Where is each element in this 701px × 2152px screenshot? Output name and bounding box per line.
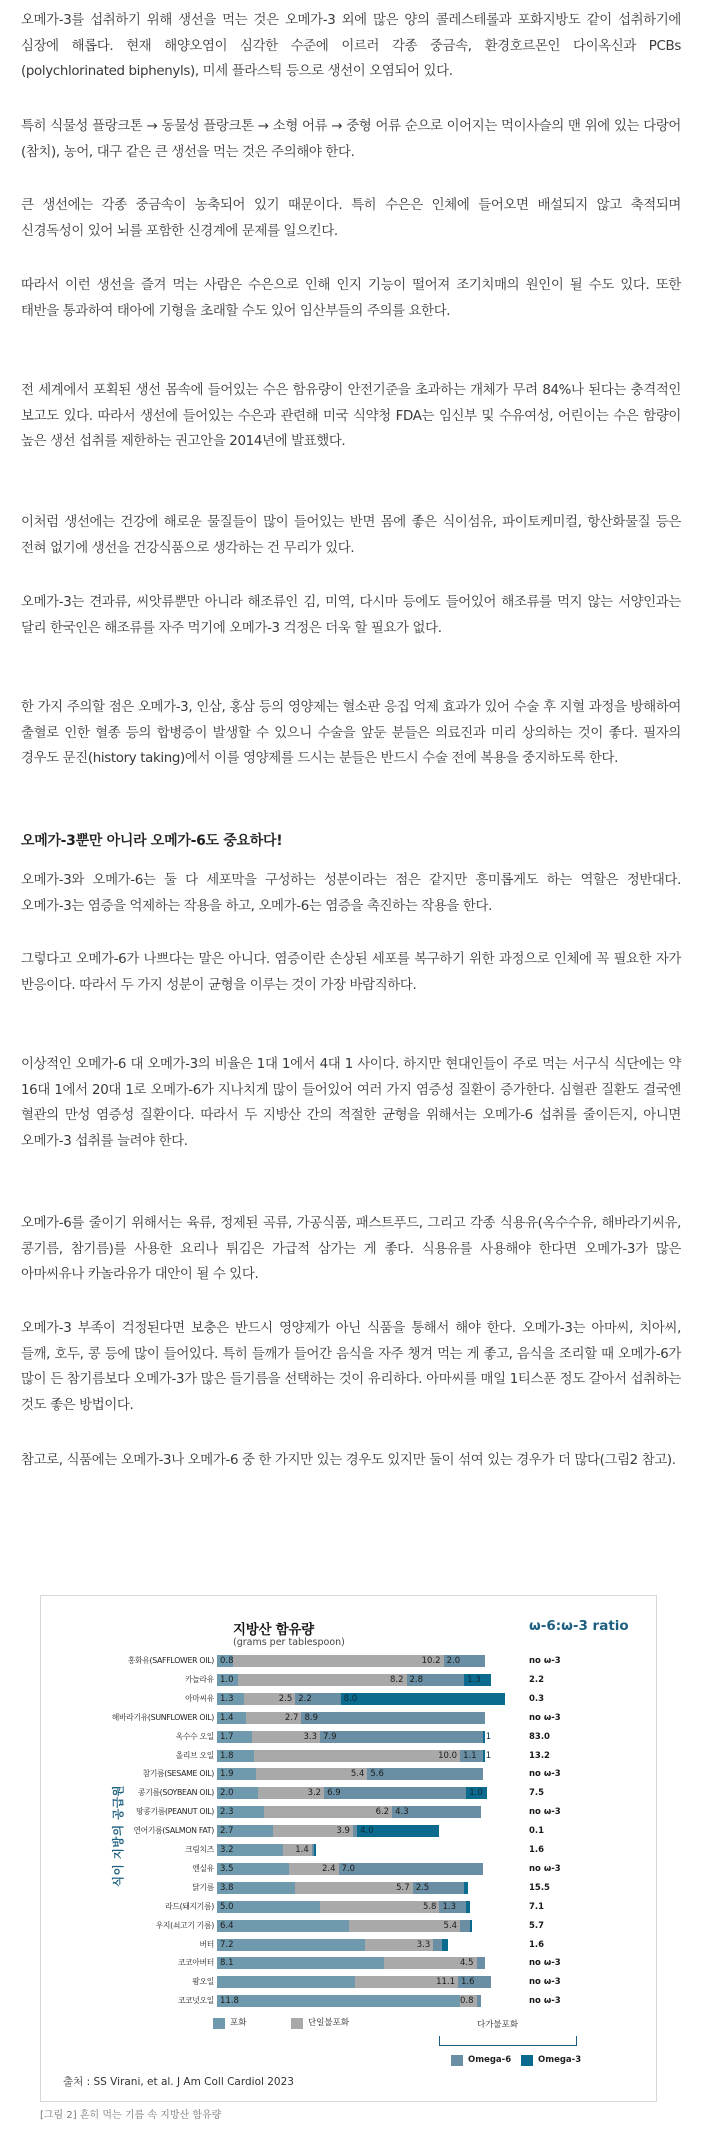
bar-segment-omega3 <box>466 1787 487 1799</box>
data-label: 1.1 <box>463 1750 477 1761</box>
ratio-value: 15.5 <box>529 1882 550 1893</box>
chart-category-label: 땅콩기름(PEANUT OIL) <box>136 1807 214 1817</box>
legend-omega3-label: Omega-3 <box>538 2055 582 2065</box>
data-label: 5.4 <box>350 1769 365 1780</box>
data-label: 2.7 <box>220 1826 234 1837</box>
bar-segment-saturated <box>217 1731 252 1743</box>
data-label: 1.7 <box>220 1731 234 1742</box>
data-label: 7.9 <box>323 1731 337 1742</box>
data-label: 1.8 <box>220 1750 234 1761</box>
data-label: 1.3 <box>442 1901 456 1912</box>
data-label: 2.7 <box>284 1712 299 1723</box>
data-label: 2.0 <box>220 1788 234 1799</box>
data-label: 5.6 <box>370 1769 384 1780</box>
ratio-column-title: ω-6:ω-3 ratio <box>529 1618 629 1634</box>
chart-row <box>41 1843 658 1857</box>
data-label: 1.4 <box>295 1845 309 1855</box>
data-label: 8.2 <box>389 1674 404 1685</box>
data-label: 10.2 <box>421 1656 441 1666</box>
bar-segment-mono <box>355 1976 458 1988</box>
data-label: 6.4 <box>220 1920 234 1931</box>
bar-segment-omega6 <box>433 1939 441 1951</box>
bar-segment-omega6 <box>477 1995 481 2007</box>
paragraph-10: 그렇다고 오메가-6가 나쁘다는 말은 아니다. 염증이란 손상된 세포를 복구하기 위한 과정으로 인체에 꼭 필요한 자가 반응이다. 따라서 두 가지 성분이 균형을 이루는 것이 가장 바람직하다. <box>21 952 681 993</box>
bar-segment-omega6 <box>367 1768 482 1780</box>
bar-segment-saturated <box>217 1806 264 1818</box>
data-label: 1.3 <box>220 1693 234 1704</box>
data-label: 5.4 <box>443 1920 458 1931</box>
bar-segment-mono <box>365 1939 433 1951</box>
ratio-value: no ω-3 <box>529 1996 561 2007</box>
bar-segment-omega3 <box>483 1750 492 1762</box>
chart-category-label: 코코넛오일 <box>177 1996 214 2006</box>
chart-category-label: 버터 <box>199 1939 214 1949</box>
bar-segment-saturated <box>217 1787 258 1799</box>
chart-category-label: 홍화유(SAFFLOWER OIL) <box>127 1656 214 1665</box>
fatty-acid-chart <box>40 1595 657 2102</box>
bar-segment-omega6 <box>295 1693 340 1705</box>
section-heading: 오메가-3뿐만 아니라 오메가-6도 중요하다! <box>21 833 283 849</box>
data-label: 3.5 <box>220 1863 234 1874</box>
bar-segment-omega6 <box>407 1674 465 1686</box>
data-label: 11.1 <box>436 1977 456 1988</box>
data-label: 7.2 <box>220 1939 234 1950</box>
chart-row <box>41 1881 658 1895</box>
ratio-value: 7.5 <box>529 1788 545 1799</box>
paragraph-1: 오메가-3를 섭취하기 위해 생선을 먹는 것은 오메가-3 외에 많은 양의 콜레스테롤과 포화지방도 같이 섭취하기에 심장에 해롭다. 현재 해양오염이 심각한 수준에 이르러 각종 중금속, 환경호르몬인 다이옥신과 PCBs (polychlorinated biphenyls), 미세 플라스틱 등으로 생선이 오염되어 있다. <box>21 13 681 80</box>
paragraph-11: 이상적인 오메가-6 대 오메가-3의 비율은 1대 1에서 4대 1 사이다. 하지만 현대인들이 주로 먹는 서구식 식단에는 약 16대 1에서 20대 1로 오메가-6가 지나치게 많이 들어있어 여러 가지 염증성 질환이 증가한다. 심혈관 질환도 결국엔 혈관의 만성 염증성 질환이다. 따라서 두 지방산 간의 적절한 균형을 위해서는 오메가-6 섭취를 줄이든지, 아니면 오메가-3 섭취를 늘려야 한다. <box>21 1057 681 1149</box>
chart-category-label: 라드(돼지기름) <box>165 1901 214 1911</box>
bar-segment-mono <box>289 1863 338 1875</box>
chart-row <box>41 1975 658 1989</box>
chart-legend <box>213 2018 613 2078</box>
chart-category-label: 해바라기유(SUNFLOWER OIL) <box>111 1712 214 1722</box>
chart-category-label: 참기름(SESAME OIL) <box>142 1769 214 1779</box>
ratio-value: no ω-3 <box>529 1863 561 1874</box>
paragraph-9: 오메가-3와 오메가-6는 둘 다 세포막을 구성하는 성분이라는 점은 같지만 흥미롭게도 하는 역할은 정반대다. 오메가-3는 염증을 억제하는 작용을 하고, 오메가-6는 염증을 촉진하는 작용을 한다. <box>21 873 681 914</box>
data-label: 3.3 <box>303 1731 317 1742</box>
bar-segment-omega3 <box>442 1939 448 1951</box>
bar-segment-saturated <box>217 1844 283 1856</box>
bar-segment-omega3 <box>357 1825 439 1837</box>
bar-segment-omega3 <box>314 1844 316 1856</box>
bar-segment-omega3 <box>483 1731 492 1743</box>
chart-row <box>41 1900 658 1914</box>
bar-segment-saturated <box>217 1768 256 1780</box>
bar-segment-omega6 <box>301 1712 484 1724</box>
bar-segment-omega6 <box>413 1882 465 1894</box>
ratio-value: no ω-3 <box>529 1769 561 1780</box>
bar-segment-omega6 <box>458 1976 491 1988</box>
data-label: 0.8 <box>460 1996 474 2007</box>
legend-mono-swatch <box>291 2018 303 2029</box>
ratio-value: 83.0 <box>529 1731 550 1742</box>
data-label: 1.0 <box>220 1674 234 1685</box>
data-label: 6.9 <box>327 1788 341 1799</box>
ratio-value: no ω-3 <box>529 1712 561 1723</box>
bar-segment-mono <box>252 1731 320 1743</box>
bar-segment-mono <box>238 1674 407 1686</box>
data-label: 4.5 <box>460 1958 474 1969</box>
ratio-value: 5.7 <box>529 1920 545 1931</box>
ratio-value: 13.2 <box>529 1750 550 1761</box>
chart-y-axis-label: 식이 지방의 공급원 <box>111 1785 125 1887</box>
chart-subtitle: (grams per tablespoon) <box>233 1637 345 1648</box>
data-label: 11.8 <box>220 1996 239 2007</box>
bar-segment-mono <box>244 1693 296 1705</box>
data-label: 2.2 <box>298 1693 312 1704</box>
ratio-value: no ω-3 <box>529 1656 561 1666</box>
ratio-value: 7.1 <box>529 1901 545 1912</box>
bar-segment-mono <box>254 1750 460 1762</box>
data-label: 10.0 <box>438 1750 458 1761</box>
data-label: 3.8 <box>220 1882 234 1893</box>
bar-segment-omega6 <box>460 1920 470 1932</box>
bar-segment-saturated <box>217 1939 365 1951</box>
data-label: 2.8 <box>409 1674 424 1685</box>
chart-row <box>41 1938 658 1952</box>
ratio-value: 0.1 <box>529 1826 545 1837</box>
bar-segment-mono <box>283 1844 312 1856</box>
data-label: 7.0 <box>341 1863 356 1874</box>
bar-segment-saturated <box>217 1995 460 2007</box>
data-label: 2.4 <box>322 1863 336 1874</box>
bar-segment-mono <box>320 1901 439 1913</box>
chart-category-label: 아마씨유 <box>185 1693 214 1703</box>
ratio-value: 1.6 <box>529 1845 545 1855</box>
paragraph-13: 오메가-3 부족이 걱정된다면 보충은 반드시 영양제가 아닌 식품을 통해서 해야 한다. 오메가-3는 아마씨, 치아씨, 들깨, 호두, 콩 등에 많이 들어있다. 특히 들깨가 들어간 음식을 자주 챙겨 먹는 게 좋고, 음식을 조리할 때 오메가-6가 많이 든 참기름보다 오메가-3가 많은 들기름을 선택하는 것이 유리하다. 아마씨를 매일 1티스푼 정도 갈아서 섭취하는 것도 좋은 방법이다. <box>21 1321 681 1413</box>
data-label: 3.9 <box>336 1826 350 1837</box>
chart-category-label: 크림치즈 <box>185 1845 214 1854</box>
paragraph-4: 따라서 이런 생선을 즐겨 먹는 사람은 수은으로 인해 인지 기능이 떨어져 조기치매의 원인이 될 수도 있다. 또한 태반을 통과하여 태아에 기형을 초래할 수도 있어 임산부들의 주의를 요한다. <box>21 278 681 319</box>
data-label: 4.0 <box>360 1826 374 1837</box>
bar-segment-saturated <box>217 1750 254 1762</box>
bar-segment-mono <box>460 1995 476 2007</box>
ratio-value: 0.3 <box>529 1693 545 1704</box>
data-label: 6.2 <box>375 1807 390 1818</box>
bar-segment-mono <box>273 1825 353 1837</box>
bar-segment-saturated <box>217 1976 355 1988</box>
chart-row <box>41 1862 658 1876</box>
bar-segment-mono <box>384 1957 477 1969</box>
legend-omega6-label: Omega-6 <box>468 2055 512 2065</box>
legend-saturated-label: 포화 <box>230 2018 247 2028</box>
chart-row <box>41 1730 658 1744</box>
legend-mono-label: 단일불포화 <box>308 2018 350 2028</box>
legend-saturated-swatch <box>213 2018 225 2029</box>
chart-category-label: 콩기름(SOYBEAN OIL) <box>137 1788 214 1798</box>
bar-segment-omega3 <box>466 1901 470 1913</box>
paragraph-7: 오메가-3는 견과류, 씨앗류뿐만 아니라 해조류인 김, 미역, 다시마 등에도 들어있어 해조류를 먹지 않는 서양인과는 달리 한국인은 해조류를 자주 먹기에 오메가-3 걱정은 더욱 할 필요가 없다. <box>21 595 681 636</box>
bar-segment-omega6 <box>444 1655 485 1667</box>
bar-segment-saturated <box>217 1693 244 1705</box>
data-label: 2.5 <box>278 1693 293 1704</box>
bar-segment-omega3 <box>464 1882 468 1894</box>
chart-row <box>41 1956 658 1970</box>
bar-segment-saturated <box>217 1655 233 1667</box>
chart-category-label: 옥수수 오일 <box>175 1731 214 1741</box>
paragraph-14: 참고로, 식품에는 오메가-3나 오메가-6 중 한 가지만 있는 경우도 있지만 둘이 섞여 있는 경우가 더 많다(그림2 참고). <box>21 1453 676 1468</box>
chart-category-label: 엔실유 <box>192 1863 214 1873</box>
data-label: 5.0 <box>220 1901 234 1912</box>
chart-category-label: 코코아버터 <box>177 1958 214 1968</box>
bar-segment-mono <box>246 1712 302 1724</box>
paragraph-3: 큰 생선에는 각종 중금속이 농축되어 있기 때문이다. 특히 수은은 인체에 들어오면 배설되지 않고 축적되며 신경독성이 있어 뇌를 포함한 신경계에 문제를 일으킨다. <box>21 198 681 239</box>
paragraph-8: 한 가지 주의할 점은 오메가-3, 인삼, 홍삼 등의 영양제는 혈소판 응집 억제 효과가 있어 수술 후 지혈 과정을 방해하여 출혈로 인한 혈종 등의 합병증이 발생할 수 있으니 수술을 앞둔 분들은 의료진과 미리 상의하는 것이 좋다. 필자의 경우도 문진(history taking)에서 이를 영양제를 드시는 분들은 반드시 수술 전에 복용을 중지하도록 한다. <box>21 700 681 767</box>
bar-segment-omega6 <box>339 1863 483 1875</box>
chart-row <box>41 1749 658 1763</box>
bar-segment-omega3 <box>341 1693 506 1705</box>
data-label: 0.8 <box>220 1656 234 1666</box>
data-label: 1.9 <box>220 1769 234 1780</box>
data-label: 1 <box>485 1750 492 1761</box>
chart-row <box>41 1824 658 1838</box>
data-label: 1.3 <box>467 1674 481 1685</box>
data-label: 2.5 <box>415 1882 430 1893</box>
bar-segment-mono <box>349 1920 460 1932</box>
legend-omega6-swatch <box>451 2055 463 2066</box>
bar-segment-saturated <box>217 1920 349 1932</box>
legend-omega3-swatch <box>521 2055 533 2066</box>
data-label: 5.7 <box>396 1882 410 1893</box>
paragraph-5: 전 세계에서 포획된 생선 몸속에 들어있는 수은 함유량이 안전기준을 초과하는 개체가 무려 84%나 된다는 충격적인 보고도 있다. 따라서 생선에 들어있는 수은과 관련해 미국 식약청 FDA는 임신부 및 수유여성, 어린이는 수은 함량이 높은 생선 섭취를 제한하는 권고안을 2014년에 발표했다. <box>21 383 681 450</box>
data-label: 3.2 <box>220 1845 234 1855</box>
chart-row <box>41 1919 658 1933</box>
legend-poly-bracket <box>439 2036 577 2046</box>
ratio-value: no ω-3 <box>529 1958 561 1969</box>
bar-segment-saturated <box>217 1882 295 1894</box>
data-label: 8.1 <box>220 1958 234 1969</box>
data-label: 2.3 <box>220 1807 234 1818</box>
data-label: 4.3 <box>395 1807 409 1818</box>
bar-segment-mono <box>258 1787 324 1799</box>
chart-row <box>41 1654 658 1668</box>
bar-segment-omega6 <box>320 1731 483 1743</box>
bar-segment-mono <box>295 1882 412 1894</box>
chart-category-label: 올리브 오일 <box>175 1750 214 1760</box>
data-label: 8.9 <box>304 1712 318 1723</box>
bar-segment-saturated <box>217 1957 384 1969</box>
bar-segment-saturated <box>217 1674 238 1686</box>
data-label: 1 <box>485 1731 492 1742</box>
ratio-value: 1.6 <box>529 1939 545 1950</box>
paragraph-2: 특히 식물성 플랑크톤 → 동물성 플랑크톤 → 소형 어류 → 중형 어류 순으로 이어지는 먹이사슬의 맨 위에 있는 다랑어(참치), 농어, 대구 같은 큰 생선을 먹는 것은 주의해야 한다. <box>21 119 681 160</box>
bar-segment-mono <box>264 1806 392 1818</box>
chart-row <box>41 1786 658 1800</box>
ratio-value: 2.2 <box>529 1674 545 1685</box>
bar-segment-omega3 <box>464 1674 491 1686</box>
chart-row <box>41 1767 658 1781</box>
data-label: 3.3 <box>416 1939 431 1950</box>
data-label: 5.8 <box>422 1901 437 1912</box>
bar-segment-omega6 <box>439 1901 466 1913</box>
bar-segment-saturated <box>217 1825 273 1837</box>
bar-segment-saturated <box>217 1901 320 1913</box>
data-label: 1.0 <box>469 1788 483 1799</box>
bar-segment-omega6 <box>460 1750 483 1762</box>
data-label: 3.2 <box>307 1788 322 1799</box>
paragraph-12: 오메가-6를 줄이기 위해서는 육류, 정제된 곡류, 가공식품, 패스트푸드, 그리고 각종 식용유(옥수수유, 해바라기씨유, 콩기름, 참기름)를 사용한 요리나 튀김은 가급적 삼가는 게 좋다. 식용유를 사용해야 한다면 오메가-3가 많은 아마씨유나 카놀라유가 대안이 될 수 있다. <box>21 1216 681 1283</box>
data-label: 2.0 <box>446 1656 461 1666</box>
ratio-value: no ω-3 <box>529 1807 561 1818</box>
chart-category-label: 팜오일 <box>192 1977 214 1987</box>
chart-row <box>41 1673 658 1687</box>
chart-row <box>41 1711 658 1725</box>
chart-category-label: 우지(쇠고기 기름) <box>155 1920 214 1930</box>
chart-source: 출처 : SS Virani, et al. J Am Coll Cardiol 2023 <box>63 2076 294 2088</box>
chart-category-label: 연어기름(SALMON FAT) <box>133 1826 214 1836</box>
chart-category-label: 닭기름 <box>192 1882 214 1892</box>
data-label: 1.4 <box>220 1712 234 1723</box>
figure-caption: [그림 2] 흔히 먹는 기름 속 지방산 함유량 <box>40 2110 222 2121</box>
bar-segment-saturated <box>217 1712 246 1724</box>
legend-poly-label: 다가불포화 <box>477 2020 519 2030</box>
chart-row <box>41 1805 658 1819</box>
ratio-value: no ω-3 <box>529 1977 561 1988</box>
bar-segment-mono <box>233 1655 443 1667</box>
bar-segment-omega6 <box>392 1806 481 1818</box>
chart-category-label: 카놀라유 <box>185 1674 214 1684</box>
chart-title: 지방산 함유량 <box>233 1622 314 1638</box>
bar-segment-omega6 <box>477 1957 485 1969</box>
paragraph-6: 이처럼 생선에는 건강에 해로운 물질들이 많이 들어있는 반면 몸에 좋은 식이섬유, 파이토케미컬, 항산화물질 등은 전혀 없기에 생선을 건강식품으로 생각하는 건 무리가 있다. <box>21 515 681 556</box>
chart-row <box>41 1692 658 1706</box>
bar-segment-saturated <box>217 1863 289 1875</box>
bar-segment-omega3 <box>470 1920 472 1932</box>
bar-segment-omega6 <box>324 1787 466 1799</box>
data-label: 8.0 <box>343 1693 358 1704</box>
bar-segment-mono <box>256 1768 367 1780</box>
data-label: 1.6 <box>461 1977 475 1988</box>
chart-row <box>41 1994 658 2008</box>
